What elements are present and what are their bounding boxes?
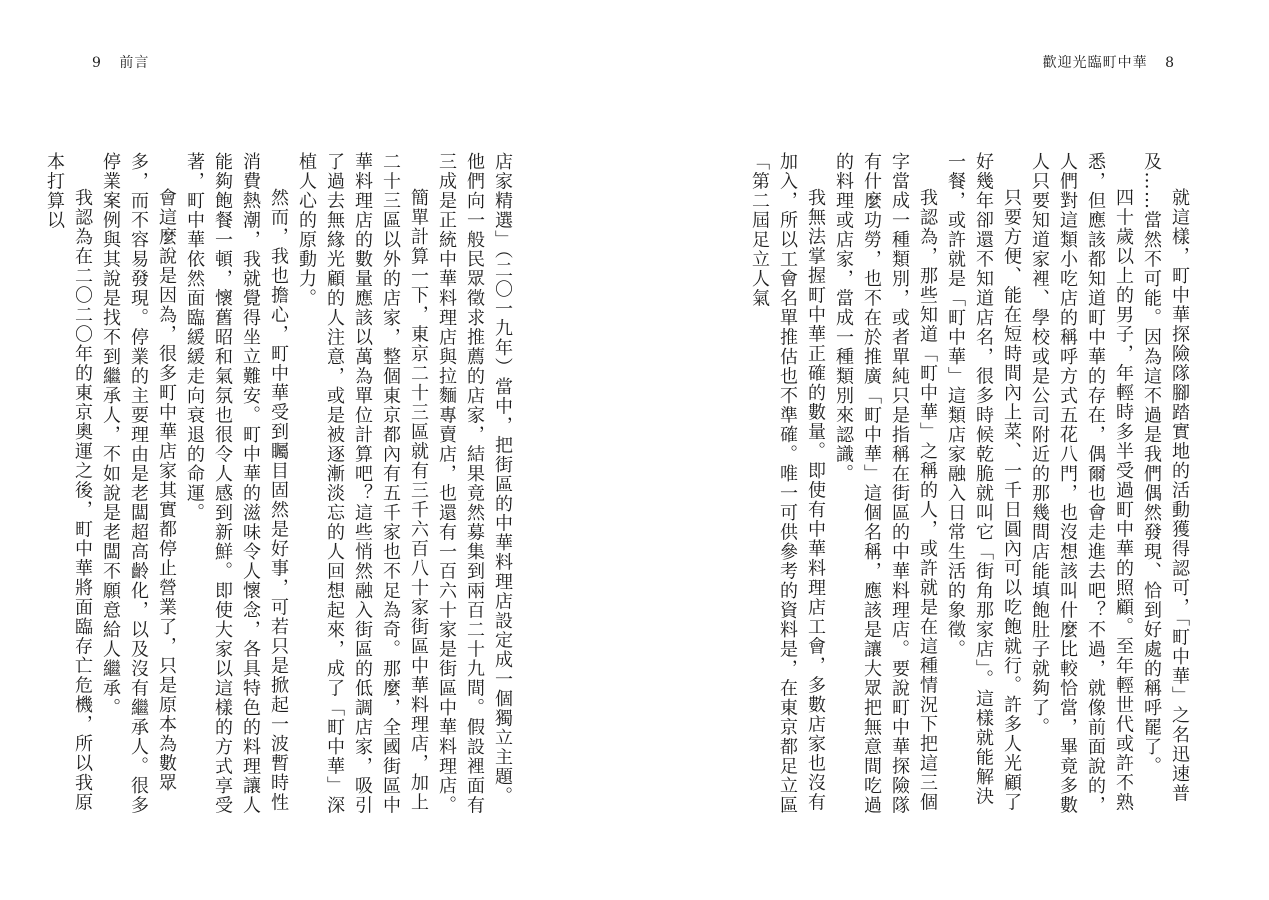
right-running-title: 歡迎光臨町中華 bbox=[1042, 55, 1148, 71]
left-page-header bbox=[80, 52, 149, 72]
paragraph: 會這麼說是因為，很多町中華店家其實都停止營業了，只是原本為數眾多，而不容易發現。停業的主要理由是老闆超高齡化，以及沒有繼承人。很多停業案例與其說是找不到繼承人，不如說是老闆不願意給人繼承。 bbox=[100, 152, 177, 815]
paragraph: 四十歲以上的男子，年輕時多半受過町中華的照顧。至年輕世代或許不熟悉，但應該都知道町中華的存在，偶爾也會走進去吧？不過，就像前面說的，人們對這類小吃店的稱呼方式五花八門，也沒想該叫什麼比較恰當，畢竟多數人只要知道家裡、學校或是公司附近的那幾間店能填飽肚子就夠了。 bbox=[1029, 152, 1134, 815]
paragraph: 我認為在二〇二〇年的東京奧運之後，町中華將面臨存亡危機，所以我原本打算以 bbox=[44, 152, 93, 812]
paragraph: 我無法掌握町中華正確的數量。即使有中華料理店工會，多數店家也沒有加入，所以工會名單推估也不準確。唯一可供參考的資料是，在東京都足立區「第二屆足立人氣 bbox=[749, 152, 826, 815]
right-page-header bbox=[1043, 52, 1187, 72]
right-page bbox=[634, 0, 1269, 900]
paragraph: 店家精選」（二〇一九年）當中，把街區的中華料理店設定成一個獨立主題。他們向一般民眾徵求推薦的店家，結果竟然募集到兩百二十九間。假設裡面有三成是正統中華料理店與拉麵專賣店，也還有一百六十家是街區中華料理店。 bbox=[436, 152, 513, 815]
paragraph: 我認為，那些知道「町中華」之稱的人，或許就是在這種情況下把這三個字當成一種類別，或者單純只是指稱在街區的中華料理店。要說町中華探險隊有什麼功勞，也不在於推廣「町中華」這個名稱，應該是讓大眾把無意間吃過的料理或店家，當成一種類別來認識。 bbox=[833, 152, 938, 815]
right-page-body bbox=[749, 152, 1193, 822]
paragraph: 簡單計算一下，東京二十三區就有三千六百八十家街區中華料理店，加上二十三區以外的店家，整個東京都內有五千家也不足為奇。那麼，全國街區中華料理店的數量應該以萬為單位計算吧？這些悄然融入街區的低調店家，吸引了過去無緣光顧的人注意，或是被逐漸淡忘的人回想起來，成了「町中華」深植人心的原動力。 bbox=[296, 152, 429, 815]
paragraph: 就這樣，町中華探險隊腳踏實地的活動獲得認可，「町中華」之名迅速普及……當然不可能。因為這不過是我們偶然發現、恰到好處的稱呼罷了。 bbox=[1141, 152, 1190, 803]
left-page-number: 9 bbox=[92, 55, 102, 71]
right-page-number: 8 bbox=[1165, 55, 1175, 71]
left-page bbox=[0, 0, 634, 900]
left-page-body bbox=[44, 152, 516, 822]
paragraph: 然而，我也擔心，町中華受到矚目固然是好事，可若只是掀起一波暫時性消費熱潮，我就覺得坐立難安。町中華的滋味令人懷念，各具特色的料理讓人能夠飽餐一頓，懷舊昭和氣氛也很令人感到新鮮。即使大家以這樣的方式享受著，町中華依然面臨緩緩走向衰退的命運。 bbox=[184, 152, 289, 815]
paragraph: 只要方便、能在短時間內上菜、一千日圓內可以吃飽就行。許多人光顧了好幾年卻還不知道店名，很多時候乾脆就叫它「街角那家店」。這樣就能解決一餐，或許就是「町中華」這類店家融入日常生活的象徵。 bbox=[945, 152, 1022, 812]
left-running-title: 前言 bbox=[119, 55, 150, 71]
